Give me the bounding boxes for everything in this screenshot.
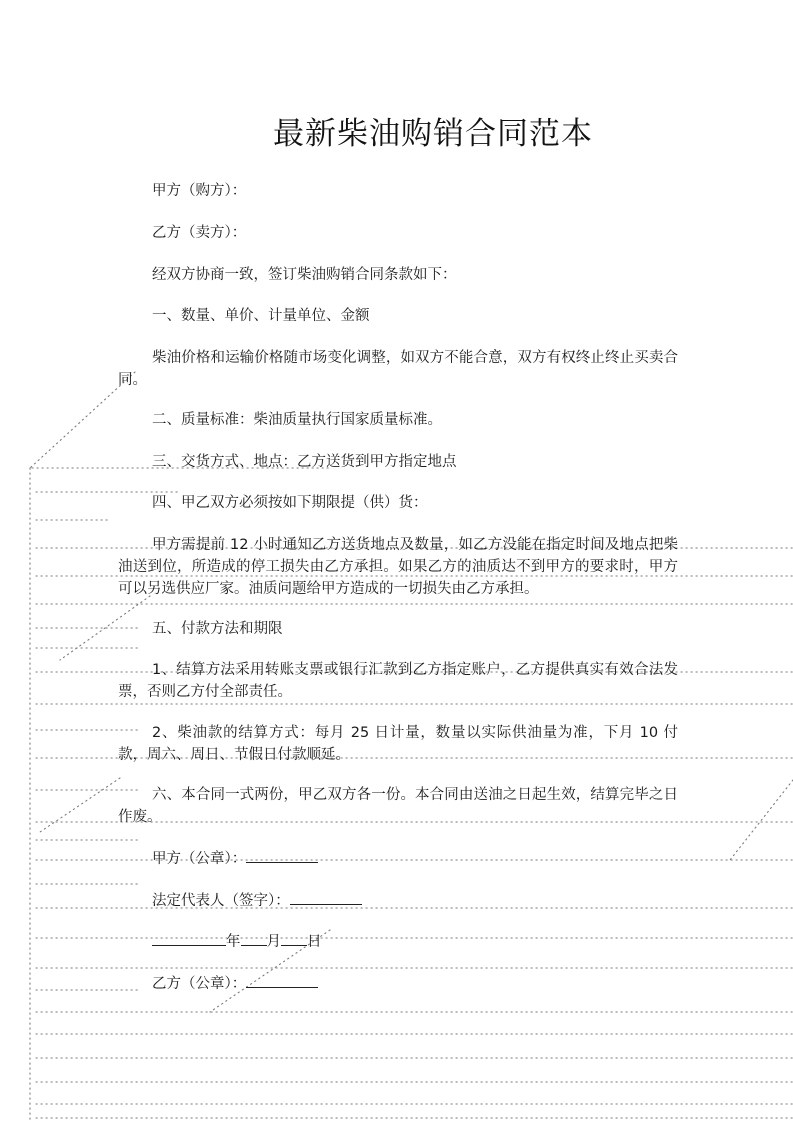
section-1-body: 柴油价格和运输价格随市场变化调整，如双方不能合意，双方有权终止终止买卖合同。 [118,350,678,388]
legal-rep-signature-blank[interactable] [290,889,362,905]
section-1-heading: 一、数量、单价、计量单位、金额 [152,308,370,324]
party-a-seal-blank[interactable] [246,847,318,863]
section-5-heading: 五、付款方法和期限 [152,621,283,637]
section-4-heading: 四、甲乙双方必须按如下期限提（供）货： [152,495,428,511]
date-year-blank[interactable] [152,930,226,946]
section-6-copies: 六、本合同一式两份，甲乙双方各一份。本合同由送油之日起生效，结算完毕之日作废。 [118,787,678,825]
party-b-label: 乙方（卖方）： [152,225,247,241]
date-day-blank[interactable] [281,930,307,946]
party-a-label: 甲方（购方）： [152,183,247,199]
legal-rep-line [152,889,362,911]
date-month-blank[interactable] [241,930,267,946]
year-label: 年 [226,934,241,950]
party-b-seal-line [152,972,318,994]
section-3-delivery: 三、交货方式、地点：乙方送货到甲方指定地点 [152,454,457,470]
party-b-seal-label: 乙方（公章）： [152,976,247,992]
party-a-seal-label: 甲方（公章）： [152,851,247,867]
section-4-body: 甲方需提前 12 小时通知乙方送货地点及数量，如乙方没能在指定时间及地点把柴油送到位，所造成的停工损失由乙方承担。如果乙方的油质达不到甲方的要求时，甲方可以另选供应厂家。油质问题给甲方造成的一切损失由乙方承担。 [118,537,678,597]
section-5-item-1: 1、结算方法采用转账支票或银行汇款到乙方指定账户，乙方提供真实有效合法发票，否则乙方付全部责任。 [118,662,678,700]
day-label: 日 [307,934,322,950]
section-2-quality: 二、质量标准：柴油质量执行国家质量标准。 [152,412,442,428]
section-5-item-2: 2、柴油款的结算方式：每月 25 日计量，数量以实际供油量为准，下月 10 付款，周六、周日、节假日付款顺延。 [118,725,678,763]
legal-rep-label: 法定代表人（签字）： [152,893,290,909]
party-a-seal-line [152,847,318,869]
party-b-seal-blank[interactable] [246,972,318,988]
document-title: 最新柴油购销合同范本 [273,116,593,152]
month-label: 月 [266,934,281,950]
contract-intro: 经双方协商一致，签订柴油购销合同条款如下： [152,267,457,283]
date-line [152,930,322,952]
